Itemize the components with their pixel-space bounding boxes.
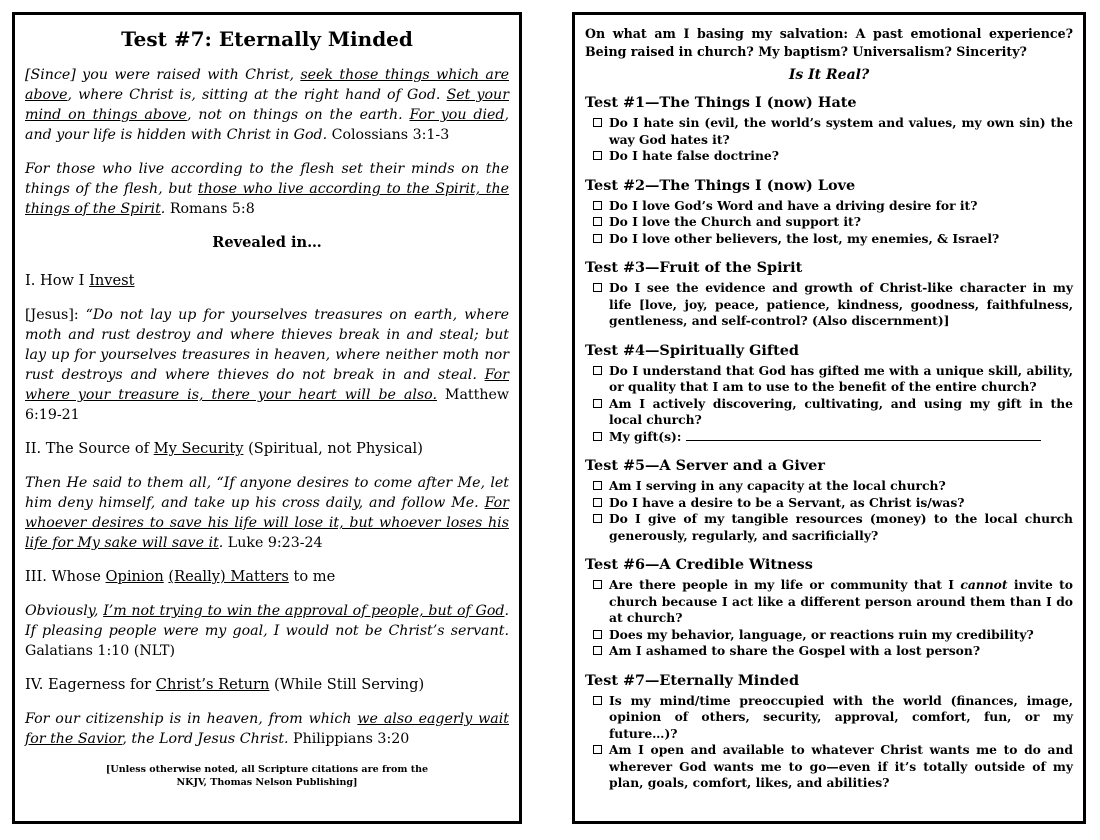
test-6 — [585, 556, 1073, 660]
checkbox[interactable] — [593, 481, 602, 490]
section-opinion-heading: III. Whose Opinion (Really) Matters to me — [25, 568, 336, 585]
intro-question: On what am I basing my salvation: A past emotional experience? Being raised in church? My baptism? Universalism? Sincerity? — [585, 26, 1073, 59]
section-invest-heading: I. How I Invest — [25, 272, 135, 289]
scripture-reference: Colossians 3:1-3 — [327, 127, 450, 143]
checkbox[interactable] — [593, 366, 602, 375]
checkbox[interactable] — [593, 151, 602, 160]
footnote: [Unless otherwise noted, all Scripture citations are from the NKJV, Thomas Nelson Publishing] — [105, 764, 429, 788]
gift-label: My gift(s): — [609, 428, 686, 444]
revealed-heading: Revealed in… — [212, 234, 322, 251]
checklist-item: Do I love the Church and support it? — [585, 214, 1073, 231]
section-return-heading: IV. Eagerness for Christ’s Return (While Still Serving) — [25, 676, 425, 693]
colossians-passage: [Since] you were raised with Christ, seek those things which are above, where Christ is, sitting at the right hand of God. Set your mind on things above, not on things on the earth. For you died, and your life is hidden with Christ in God. Colossians 3:1-3 — [25, 67, 509, 143]
checklist-item: Do I see the evidence and growth of Christ-like character in my life [love, joy, peace, patience, kindness, goodness, faithfulness, gentleness, and self-control? (Also discernment)] — [585, 280, 1073, 330]
gift-input-line[interactable] — [686, 429, 1041, 441]
checklist-item: Do I have a desire to be a Servant, as Christ is/was? — [585, 495, 1073, 512]
test-4 — [585, 342, 1073, 446]
matthew-passage: [Jesus]: “Do not lay up for yourselves treasures on earth, where moth and rust destroy and where thieves break in and steal; but lay up for yourselves treasures in heaven, where neither moth nor rust destroys and where thieves do not break in and steal. For where your treasure is, there your heart will be also. Matthew 6:19-21 — [25, 307, 510, 423]
checklist-item: Am I open and available to whatever Christ wants me to do and wherever God wants me to go—even if it’s totally outside of my plan, goals, comfort, likes, and abilities? — [585, 742, 1073, 792]
test-title: Test #5—A Server and a Giver — [585, 457, 825, 474]
scripture-reference: Philippians 3:20 — [288, 731, 410, 747]
test-5 — [585, 457, 1073, 544]
checkbox[interactable] — [593, 498, 602, 507]
test-title: Test #3—Fruit of the Spirit — [585, 259, 803, 276]
test-title: Test #1—The Things I (now) Hate — [585, 94, 857, 111]
test-title: Test #4—Spiritually Gifted — [585, 341, 799, 359]
scripture-reference: Romans 5:8 — [165, 201, 255, 217]
checklist-item: Do I hate sin (evil, the world’s system and values, my own sin) the way God hates it? — [585, 115, 1073, 148]
philippians-passage: For our citizenship is in heaven, from which we also eagerly wait for the Savior, the Lord Jesus Christ. Philippians 3:20 — [25, 711, 509, 747]
checkbox[interactable] — [593, 514, 602, 523]
checkbox[interactable] — [593, 646, 602, 655]
checklist-item: Is my mind/time preoccupied with the world (finances, image, opinion of others, security, approval, comfort, fun, or my future…)? — [585, 693, 1073, 743]
test-2 — [585, 177, 1073, 248]
test-3 — [585, 259, 1073, 330]
checkbox[interactable] — [593, 234, 602, 243]
luke-passage: Then He said to them all, “If anyone desires to come after Me, let him deny himself, and take up his cross daily, and follow Me. For whoever desires to save his life will lose it, but whoever loses his life for My sake will save it. Luke 9:23-24 — [25, 475, 509, 551]
test-7 — [585, 672, 1073, 792]
checkbox[interactable] — [593, 630, 602, 639]
checklist-item: Do I give of my tangible resources (money) to the local church generously, regularly, and sacrificially? — [585, 511, 1073, 544]
checkbox[interactable] — [593, 580, 602, 589]
checklist-item: Am I actively discovering, cultivating, and using my gift in the local church? — [585, 396, 1073, 429]
checklist-item: Do I understand that God has gifted me with a unique skill, ability, or quality that I am to use to the benefit of the entire church? — [585, 363, 1073, 396]
checkbox[interactable] — [593, 399, 602, 408]
checklist-item: Am I serving in any capacity at the local church? — [585, 478, 1073, 495]
is-it-real-heading: Is It Real? — [788, 67, 870, 83]
test-title: Test #7—Eternally Minded — [585, 671, 800, 689]
left-panel — [12, 12, 522, 824]
checkbox[interactable] — [593, 696, 602, 705]
scripture-reference: Matthew 6:19-21 — [25, 387, 510, 423]
checklist-item: Do I hate false doctrine? — [585, 148, 1073, 165]
page-title: Test #7: Eternally Minded — [121, 27, 413, 51]
scripture-reference: Galatians 1:10 (NLT) — [25, 643, 175, 659]
checklist-item: Does my behavior, language, or reactions ruin my credibility? — [585, 627, 1073, 644]
galatians-passage: Obviously, I’m not trying to win the approval of people, but of God. If pleasing people were my goal, I would not be Christ’s servant. Galatians 1:10 (NLT) — [25, 603, 509, 659]
section-security-heading: II. The Source of My Security (Spiritual, not Physical) — [25, 440, 423, 457]
checkbox[interactable] — [593, 745, 602, 754]
checklist-item: Am I ashamed to share the Gospel with a lost person? — [585, 643, 1073, 660]
test-title: Test #6—A Credible Witness — [585, 556, 813, 573]
test-title: Test #2—The Things I (now) Love — [585, 176, 856, 194]
checkbox[interactable] — [593, 283, 602, 292]
test-1 — [585, 94, 1073, 165]
checkbox[interactable] — [593, 217, 602, 226]
checklist-item: Are there people in my life or community that I cannot invite to church because I act like a different person around them than I do at church? — [585, 577, 1073, 627]
checkbox[interactable] — [593, 432, 602, 441]
checklist-item — [585, 429, 1073, 446]
checkbox[interactable] — [593, 118, 602, 127]
scripture-reference: Luke 9:23-24 — [223, 535, 323, 551]
checkbox[interactable] — [593, 201, 602, 210]
right-panel — [572, 12, 1086, 824]
checklist-item: Do I love other believers, the lost, my enemies, & Israel? — [585, 231, 1073, 248]
checklist-item: Do I love God’s Word and have a driving desire for it? — [585, 198, 1073, 215]
romans-passage: For those who live according to the flesh set their minds on the things of the flesh, but those who live according to the Spirit, the things of the Spirit. Romans 5:8 — [25, 161, 509, 217]
